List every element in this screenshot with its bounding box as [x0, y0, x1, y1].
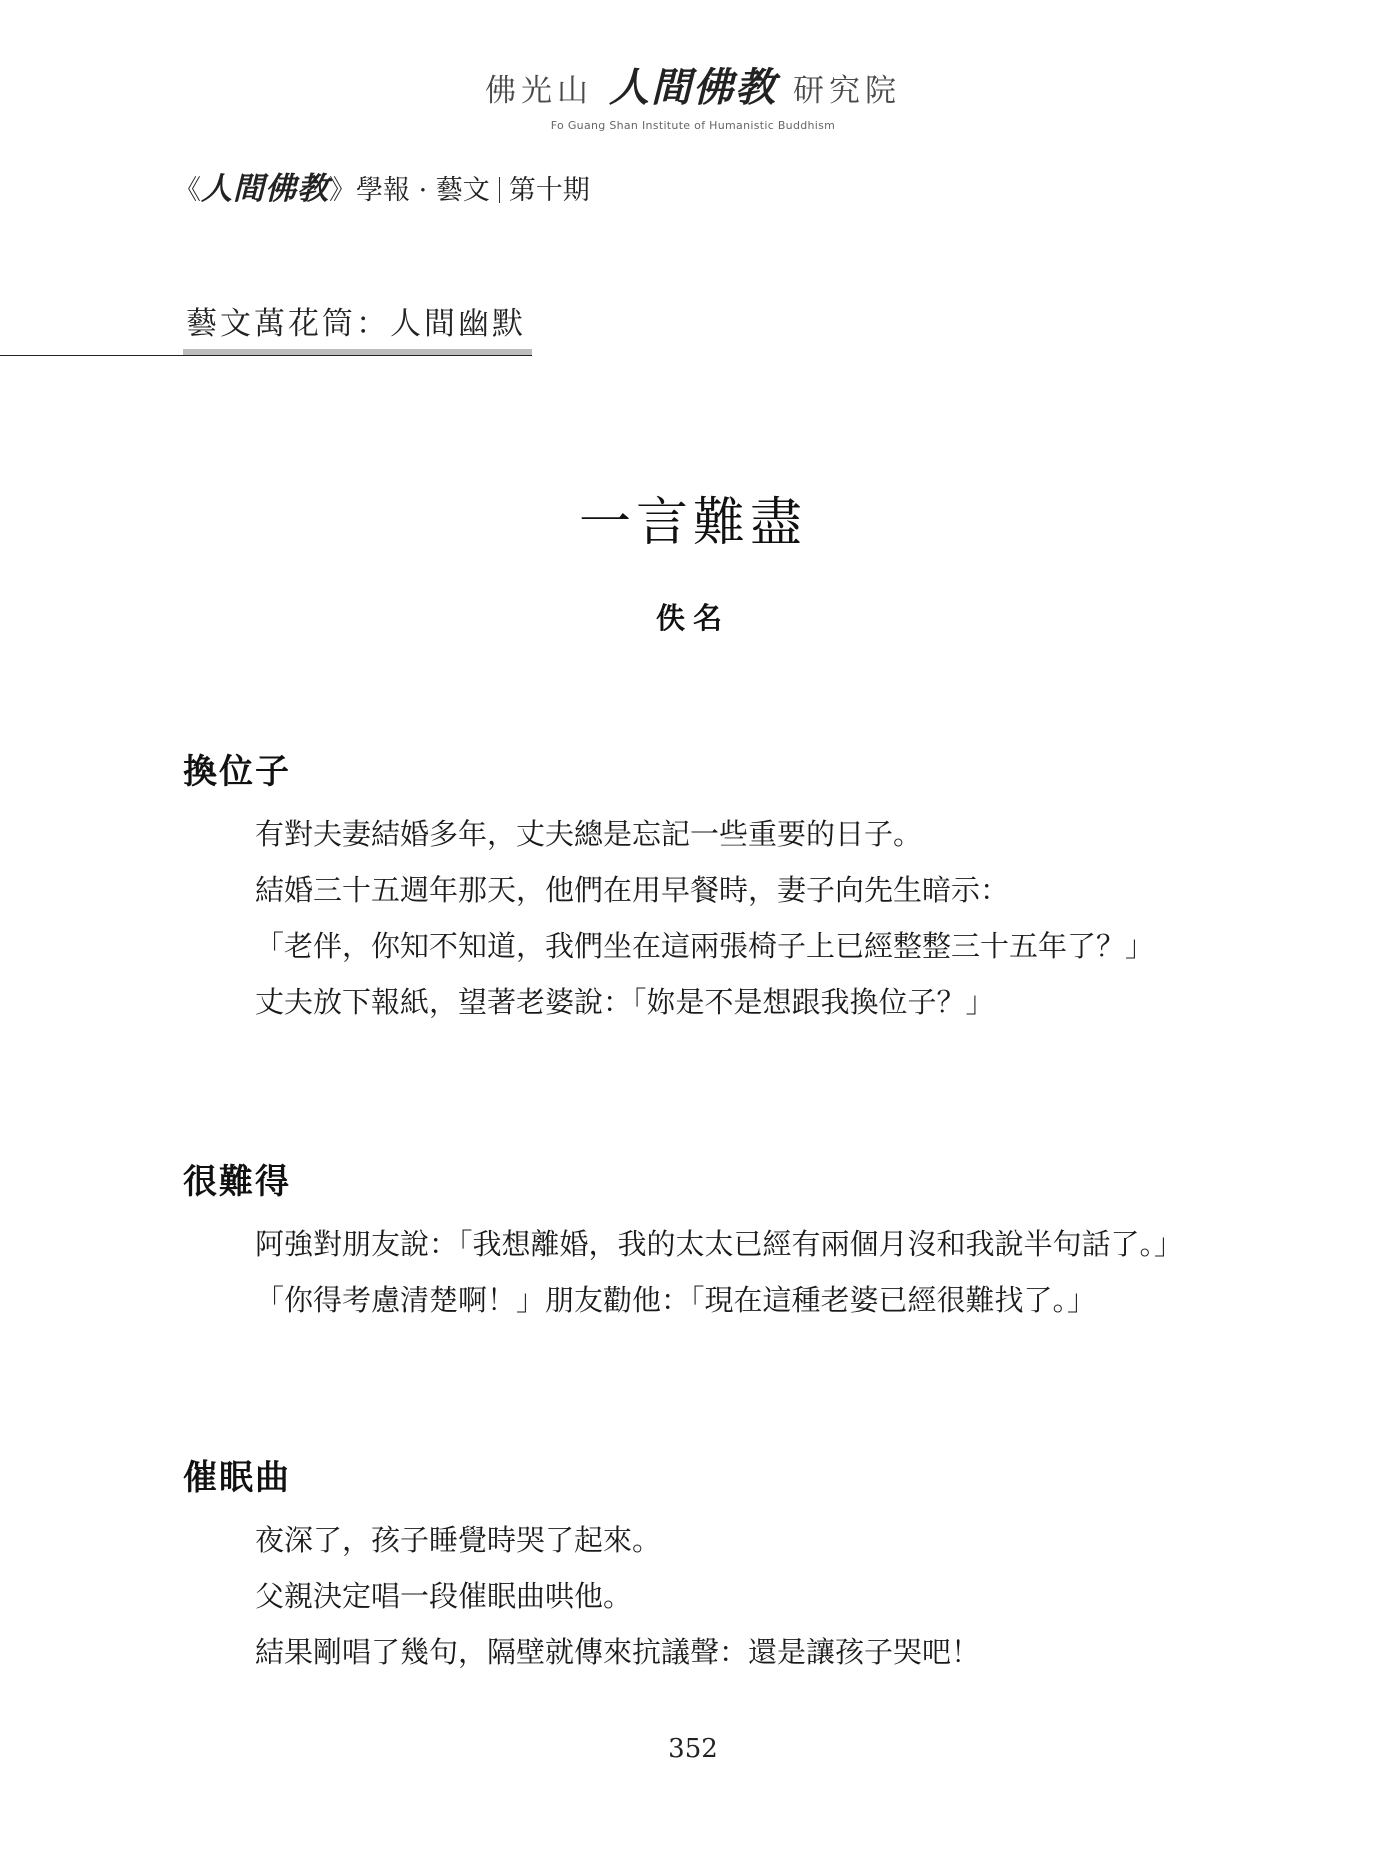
story-heading: 換位子 [183, 752, 291, 792]
section-label: 藝文萬花筒：人間幽默 [186, 306, 526, 342]
journal-name: 》學報 · 藝文 [329, 175, 490, 206]
story-paragraph: 父親決定唱一段催眠曲哄他。 [255, 1579, 633, 1613]
masthead-suffix: 研究院 [793, 73, 901, 109]
story-heading: 催眠曲 [183, 1458, 291, 1498]
story-hard-to-find [183, 1162, 1183, 1328]
journal-brand: 人間佛教 [201, 171, 329, 207]
masthead-brand: 人間佛教 [609, 64, 777, 111]
story-paragraph: 有對夫妻結婚多年，丈夫總是忘記一些重要的日子。 [255, 817, 923, 851]
masthead-logo [485, 56, 901, 113]
story-paragraph: 阿強對朋友說：「我想離婚，我的太太已經有兩個月沒和我說半句話了。」 [255, 1227, 1184, 1261]
masthead [0, 56, 1386, 132]
story-paragraph: 「你得考慮清楚啊！」朋友勸他：「現在這種老婆已經很難找了。」 [255, 1283, 1097, 1317]
journal-open-bracket: 《 [174, 175, 201, 206]
story-paragraph: 夜深了，孩子睡覺時哭了起來。 [255, 1523, 662, 1557]
running-header [174, 163, 590, 208]
story-lullaby [183, 1458, 1183, 1680]
article-title: 一言難盡 [578, 493, 807, 553]
issue-label: 第十期 [508, 175, 590, 206]
masthead-prefix: 佛光山 [485, 73, 593, 109]
story-paragraph: 「老伴，你知不知道，我們坐在這兩張椅子上已經整整三十五年了？」 [255, 929, 1155, 963]
section-rule [0, 355, 532, 356]
masthead-english: Fo Guang Shan Institute of Humanistic Buddhism [550, 119, 836, 132]
article-author: 佚名 [655, 601, 730, 635]
story-heading: 很難得 [183, 1162, 291, 1202]
story-paragraph: 丈夫放下報紙，望著老婆說：「妳是不是想跟我換位子？」 [255, 985, 995, 1019]
section-underline [183, 349, 532, 355]
page-number: 352 [668, 1734, 718, 1764]
story-paragraph: 結婚三十五週年那天，他們在用早餐時，妻子向先生暗示： [255, 873, 1010, 907]
story-swap-seats [183, 752, 1183, 1030]
header-separator [499, 177, 500, 203]
story-paragraph: 結果剛唱了幾句，隔壁就傳來抗議聲：還是讓孩子哭吧！ [255, 1635, 981, 1669]
